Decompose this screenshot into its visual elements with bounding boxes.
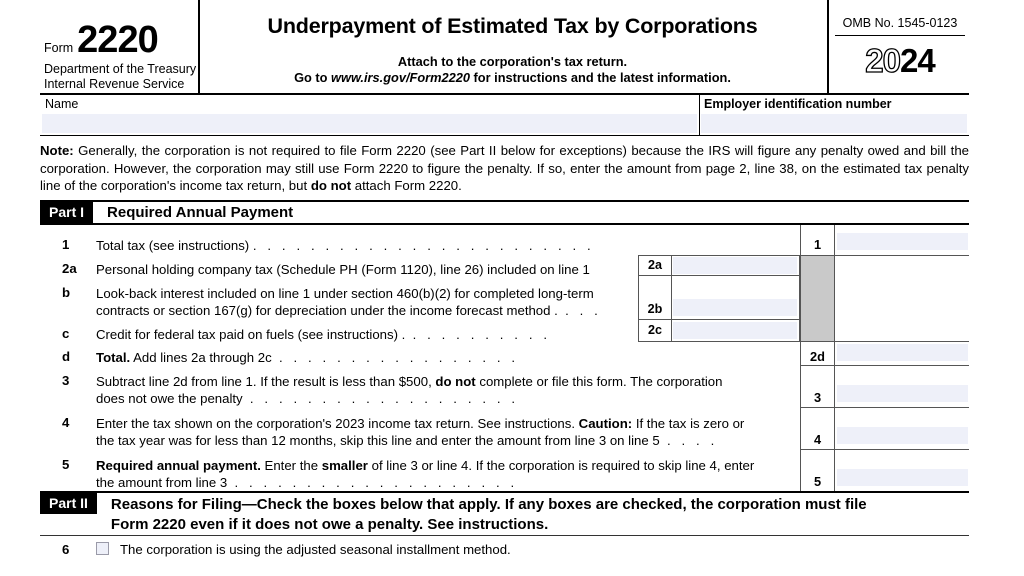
note-text-1: Generally, the corporation is not required to file Form 2220 (see Part II below for exceptions) because the IRS will figure any penalty owed and bill the corporation. However, the corporation may still use Form 2220 to figure the penalty. If so, enter the amount from page 2, line 38, on the estimated tax penalty line of the corporation's income tax return, but (40, 143, 969, 193)
form-identifier-block (40, 0, 200, 93)
line-6-checkbox[interactable] (96, 542, 109, 555)
part-2-title-rest-1: —Check the boxes below that apply. If any boxes are checked, the corporation (241, 495, 805, 513)
line-5-text-b: Enter the (260, 457, 322, 473)
ein-input[interactable] (701, 114, 967, 133)
line-3-text-c: complete or file this form. The corporation (475, 373, 723, 389)
line-2d-amount-cell (835, 341, 969, 365)
line-4-amount-cell (835, 407, 969, 449)
line-2a-entry-cell (638, 255, 800, 275)
line-4-input[interactable] (837, 427, 968, 444)
part-2-header (40, 491, 969, 536)
line-4-caution: Caution: (578, 415, 633, 431)
line-2c-label (96, 326, 551, 344)
line-2c-number: c (62, 325, 70, 341)
form-word-label: Form (44, 41, 74, 55)
line-3-label (96, 373, 796, 408)
part-2-must-emphasis: must (804, 495, 841, 513)
line-2d-box-number: 2d (800, 341, 835, 365)
line-2d-label (96, 349, 519, 367)
line-5-leader: . . . . . . . . . . . . . . . . . . . . (227, 475, 518, 490)
line-2a-input[interactable] (673, 257, 797, 274)
form-number-line (44, 19, 158, 62)
ein-cell (699, 95, 969, 135)
line-1-input[interactable] (837, 233, 968, 250)
rightcol-rule-1 (800, 255, 969, 256)
omb-number: OMB No. 1545-0123 (835, 0, 965, 36)
line-6-number: 6 (62, 541, 70, 557)
line-4-text-2: the tax year was for less than 12 months, skip this line and enter the amount from line 3 on line 5 (96, 433, 660, 448)
form-title-block (198, 0, 827, 93)
issuing-agency (44, 62, 196, 92)
line-5-bold-lead: Required annual payment. (96, 457, 261, 473)
rightcol-rule-4 (800, 449, 969, 450)
agency-line-1: Department of the Treasury (44, 62, 197, 76)
line-5-text-d: of line 3 or line 4. If the corporation is required to skip line 4, enter (367, 457, 755, 473)
line-4-box-number: 4 (800, 407, 835, 449)
line-4-text-c: If the tax is zero or (632, 415, 745, 431)
line-3-emphasis: do not (435, 373, 476, 389)
line-5-smaller-emphasis: smaller (321, 457, 368, 473)
taxpayer-identity-row (40, 95, 969, 136)
form-number: 2220 (77, 19, 158, 61)
line-2c-input[interactable] (673, 322, 797, 339)
line-2c-leader: . . . . . . . . . . (405, 326, 551, 342)
numcol-right-rail (834, 225, 835, 491)
line-2a-label: Personal holding company tax (Schedule PH (Form 1120), line 26) included on line 1 (96, 261, 590, 277)
line-2b-number: b (62, 284, 71, 300)
note-text-2: attach Form 2220. (351, 178, 462, 193)
numcol-left-rail (800, 225, 801, 491)
line-2a-box-number: 2a (639, 255, 672, 275)
line-2b-entry-cell (638, 275, 800, 319)
name-input[interactable] (42, 114, 697, 133)
omb-year-block (827, 0, 971, 93)
line-1-box-number: 1 (800, 225, 835, 255)
line-3-leader: . . . . . . . . . . . . . . . . . . . (242, 391, 519, 406)
form-header (40, 0, 969, 95)
part-1-title: Required Annual Payment (107, 203, 294, 221)
midcol-rule-2c (638, 341, 800, 342)
part-1-tag: Part I (40, 202, 93, 223)
rightcol-rule-3 (800, 407, 969, 408)
line-5-text-2: the amount from line 3 (96, 475, 228, 490)
line-5-box-number: 5 (800, 449, 835, 491)
line-2d-bold-lead: Total. (96, 349, 131, 365)
note-emphasis: do not (310, 178, 352, 193)
line-6-label: The corporation is using the adjusted seasonal installment method. (120, 541, 511, 557)
rightcol-rule-2d-top (800, 341, 969, 342)
line-4-label (96, 415, 796, 450)
line-3-text-2: does not owe the penalty (96, 391, 243, 406)
line-5-label (96, 457, 816, 492)
part-2-title-rest-2: file (840, 495, 867, 513)
line-2b-box-number: 2b (639, 275, 672, 319)
line-1-text: Total tax (see instructions) (96, 237, 250, 253)
line-3-box-number: 3 (800, 365, 835, 407)
ein-label: Employer identification number (704, 97, 892, 111)
part-2-title-bold: Reasons for Filing (110, 495, 242, 513)
rightcol-rule-2d-bottom (800, 365, 969, 366)
tax-year-century: 20 (865, 42, 900, 79)
line-2c-text: Credit for federal tax paid on fuels (see instructions) . (96, 326, 406, 342)
agency-line-2: Internal Revenue Service (44, 77, 185, 91)
line-4-leader: . . . . (659, 433, 718, 448)
part-2-body (40, 536, 969, 566)
line-5-input[interactable] (837, 469, 968, 486)
part-1-body (40, 225, 969, 491)
line-2d-leader: . . . . . . . . . . . . . . . . . (271, 349, 519, 365)
line-2b-text-2: contracts or section 167(g) for depreciation under the income forecast method . (96, 303, 558, 318)
part-1-header (40, 200, 969, 225)
line-2c-box-number: 2c (639, 319, 672, 341)
goto-suffix: for instructions and the latest information. (469, 70, 731, 85)
form-note (40, 136, 969, 200)
midcol-rule-top (638, 255, 800, 256)
line-1-number: 1 (62, 236, 70, 252)
irs-url-link[interactable]: www.irs.gov/Form2220 (331, 70, 470, 85)
tax-year-digits: 24 (900, 42, 935, 79)
line-1-leader: . . . . . . . . . . . . . . . . . . . . . . . . (252, 237, 595, 253)
line-3-number: 3 (62, 372, 70, 388)
midcol-rule-2b (638, 319, 800, 320)
line-1-label (96, 237, 594, 255)
shaded-blocker-cell (800, 255, 835, 341)
line-4-number: 4 (62, 414, 70, 430)
part-2-tag: Part II (40, 493, 97, 514)
name-label: Name (45, 97, 79, 111)
line-2b-label (96, 285, 641, 320)
name-cell (40, 95, 700, 135)
goto-instruction (198, 70, 827, 86)
goto-prefix: Go to (294, 70, 332, 85)
note-label: Note: (40, 143, 74, 158)
page-title: Underpayment of Estimated Tax by Corporations (267, 14, 758, 38)
tax-year (829, 42, 971, 80)
line-4-text-a: Enter the tax shown on the corporation's 2023 income tax return. See instructions. (96, 415, 579, 431)
form-2220-page (40, 0, 969, 576)
attach-instruction: Attach to the corporation's tax return. (397, 54, 628, 69)
form-instructions-block (198, 54, 827, 86)
line-2a-number: 2a (62, 260, 77, 276)
line-2b-input[interactable] (673, 299, 797, 316)
line-2d-number: d (62, 348, 71, 364)
line-2c-entry-cell (638, 319, 800, 341)
line-1-amount-cell (835, 225, 969, 255)
midcol-rule-2a (638, 275, 800, 276)
line-5-amount-cell (835, 449, 969, 491)
line-2d-input[interactable] (837, 344, 968, 361)
line-3-text-a: Subtract line 2d from line 1. If the result is less than $500, (96, 373, 436, 389)
line-3-input[interactable] (837, 385, 968, 402)
line-2b-text-1: Look-back interest included on line 1 under section 460(b)(2) for completed long-term (96, 285, 594, 301)
line-2b-leader: . . . (557, 303, 602, 318)
line-3-amount-cell (835, 365, 969, 407)
line-2d-text: Add lines 2a through 2c (130, 349, 272, 365)
part-2-title (97, 493, 911, 535)
line-5-number: 5 (62, 456, 70, 472)
part-2-title-line-2: Form 2220 even if it does not owe a penalty. See instructions. (110, 515, 549, 533)
